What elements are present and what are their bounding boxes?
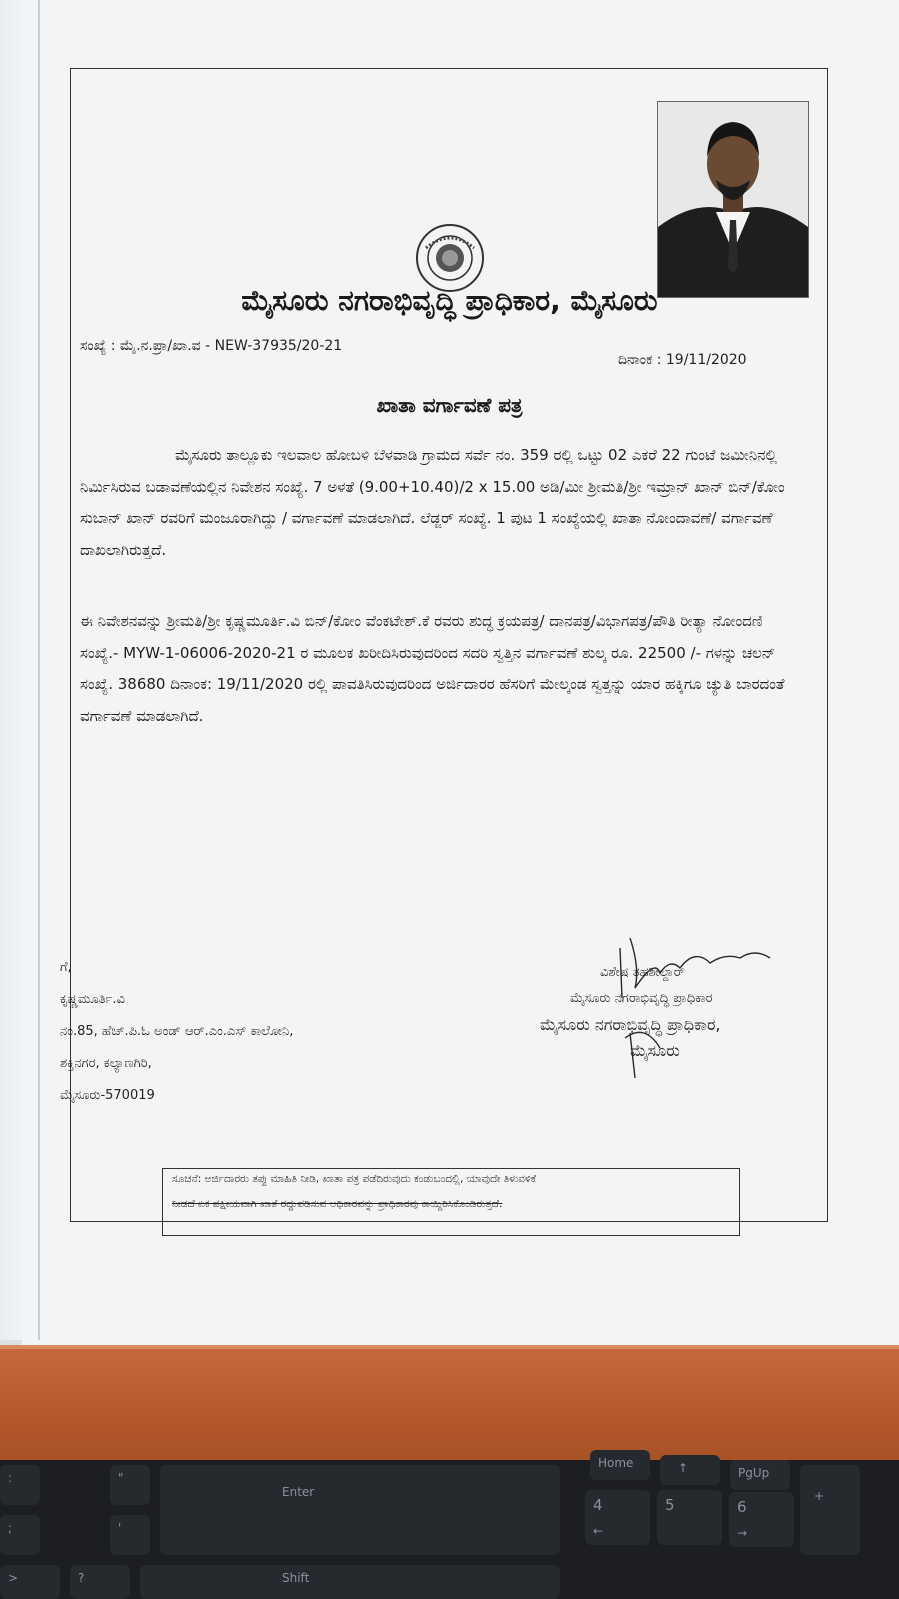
numpad-6-key: 6 → [729, 1492, 794, 1547]
address-line: ಕೃಷ್ಣಮೂರ್ತಿ.ವಿ [60, 992, 125, 1007]
key: ; [0, 1515, 40, 1555]
key: : [0, 1465, 40, 1505]
signatory-block [540, 960, 721, 1064]
cardboard-surface [0, 1345, 899, 1460]
cardboard-edge [0, 1345, 899, 1349]
applicant-photo [657, 101, 809, 298]
signatory-line: ವಿಶೇಷ ತಹಶೀಲ್ದಾರ್ [600, 965, 685, 980]
document-date: ದಿನಾಂಕ : 19/11/2020 [618, 352, 747, 368]
numpad-plus-key: + [800, 1465, 860, 1555]
authority-title: ಮೈಸೂರು ನಗರಾಭಿವೃದ್ಧಿ ಪ್ರಾಧಿಕಾರ, ಮೈಸೂರು [241, 284, 658, 317]
address-line: ನಂ.85, ಹೆಚ್.ಪಿ.ಓ ಅಂಡ್ ಆರ್.ಎಂ.ಎಸ್ ಕಾಲೋನಿ, [60, 1024, 294, 1039]
signatory-line: ಮೈಸೂರು [630, 1041, 680, 1060]
paper-edge [38, 0, 40, 1340]
home-key: Home [590, 1450, 650, 1480]
signatory-line: ಮೈಸೂರು ನಗರಾಭಿವೃದ್ಧಿ ಪ್ರಾಧಿಕಾರ [570, 991, 713, 1006]
notice-line-2: ನೀಡದೆ ಏಕ ಪಕ್ಷೀಯವಾಗಿ ಖಾತೆ ರದ್ದುಪಡಿಸುವ ಅಧಿಕಾರವನ್ನು ಪ್ರಾಧಿಕಾರವು ಕಾಯ್ದಿರಿಸಿಕೊಂಡಿರುತ್ತದೆ. [172, 1198, 503, 1210]
notice-line-1: ಸೂಚನೆ: ಅರ್ಜಿದಾರರು ತಪ್ಪು ಮಾಹಿತಿ ನೀಡಿ, ಖಾತಾ ಪತ್ರ ಪಡೆದಿರುವುದು ಕಂಡುಬಂದಲ್ಲಿ, ಯಾವುದೇ ತಿಳುವಳಿಕೆ [172, 1173, 536, 1185]
paragraph-2: ಈ ನಿವೇಶನವನ್ನು ಶ್ರೀಮತಿ/ಶ್ರೀ ಕೃಷ್ಣಮೂರ್ತಿ.ವಿ ಬಿನ್/ಕೋಂ ವೆಂಕಟೇಶ್.ಕೆ ರವರು ಶುದ್ಧ ಕ್ರಯಪತ್ರ/ ದಾನಪತ್ರ/ವಿಭಾಗಪತ್ರ/ಪೌತಿ ರೀತ್ಯಾ ನೋಂದಣಿ ಸಂಖ್ಯೆ.- MYW-1-06006-2020-21 ರ ಮೂಲಕ ಖರೀದಿಸಿರುವುದರಿಂದ ಸದರಿ ಸ್ವತ್ತಿನ ವರ್ಗಾವಣೆ ಶುಲ್ಕ ರೂ. 22500 /- ಗಳನ್ನು ಚಲನ್ ಸಂಖ್ಯೆ. 38680 ದಿನಾಂಕ: 19/11/2020 ರಲ್ಲಿ ಪಾವತಿಸಿರುವುದರಿಂದ ಅರ್ಜಿದಾರರ ಹೆಸರಿಗೆ ಮೇಲ್ಕಂಡ ಸ್ವತ್ತನ್ನು ಯಾರ ಹಕ್ಕಿಗೂ ಚ್ಯುತಿ ಬಾರದಂತೆ ವರ್ಗಾವಣೆ ಮಾಡಲಾಗಿದೆ. [80, 612, 785, 725]
enter-key: Enter [160, 1465, 560, 1555]
key: ? [70, 1565, 130, 1599]
signatory-line: ಮೈಸೂರು ನಗರಾಭಿವೃದ್ಧಿ ಪ್ರಾಧಿಕಾರ, [540, 1015, 721, 1034]
recipient-address [60, 952, 293, 1112]
document-heading: ಖಾತಾ ವರ್ಗಾವಣೆ ಪತ್ರ [376, 393, 523, 417]
paragraph-1: ಮೈಸೂರು ತಾಲ್ಲೂಕು ಇಲವಾಲ ಹೋಬಳಿ ಬೆಳವಾಡಿ ಗ್ರಾಮದ ಸರ್ವೆ ನಂ. 359 ರಲ್ಲಿ ಒಟ್ಟು 02 ಎಕರೆ 22 ಗುಂಟೆ ಜಮೀನಿನಲ್ಲಿ ನಿರ್ಮಿಸಿರುವ ಬಡಾವಣೆಯಲ್ಲಿನ ನಿವೇಶನ ಸಂಖ್ಯೆ. 7 ಅಳತೆ (9.00+10.40)/2 x 15.00 ಅಡಿ/ಮೀ ಶ್ರೀಮತಿ/ಶ್ರೀ ಇಮ್ರಾನ್ ಖಾನ್ ಬಿನ್/ಕೋಂ ಸುಬಾನ್ ಖಾನ್ ರವರಿಗೆ ಮಂಜೂರಾಗಿದ್ದು / ವರ್ಗಾವಣೆ ಮಾಡಲಾಗಿದೆ. ಲೆಡ್ಜರ್ ಸಂಖ್ಯೆ. 1 ಪುಟ 1 ಸಂಖ್ಯೆಯಲ್ಲಿ ಖಾತಾ ನೋಂದಾವಣೆ/ ವರ್ಗಾವಣೆ ದಾಖಲಾಗಿರುತ್ತದೆ. [80, 446, 785, 559]
address-line: ಶಕ್ತಿನಗರ, ಕಲ್ಯಾಣಗಿರಿ, [60, 1056, 152, 1071]
key: > [0, 1565, 60, 1599]
keyboard [0, 1456, 899, 1599]
key: " [110, 1465, 150, 1505]
key: ' [110, 1515, 150, 1555]
address-line: ಮೈಸೂರು-570019 [60, 1088, 155, 1103]
up-arrow-key: ↑ [660, 1455, 720, 1485]
reference-number: ಸಂಖ್ಯೆ : ಮೈ.ನ.ಪ್ರಾ/ಖಾ.ವ - NEW-37935/20-21 [80, 338, 343, 354]
pgup-key: PgUp [730, 1460, 790, 1490]
numpad-4-key: 4 ← [585, 1490, 650, 1545]
shift-key: Shift [140, 1565, 560, 1599]
numpad-5-key: 5 [657, 1490, 722, 1545]
address-line: ಗೆ, [60, 960, 72, 975]
